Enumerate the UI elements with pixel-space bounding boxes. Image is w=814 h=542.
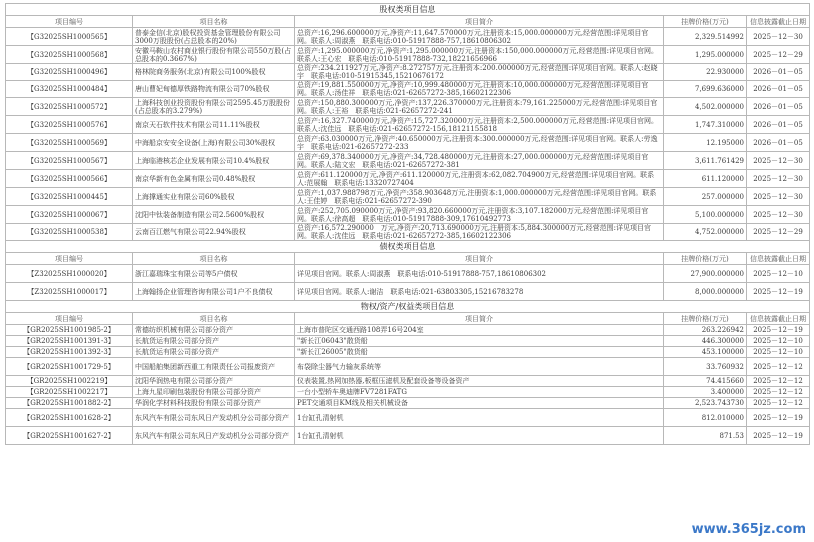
project-name-cell: 长航货运有限公司部分资产	[133, 347, 295, 358]
header-row	[6, 253, 810, 265]
deadline-date-cell: 2025－12－10	[747, 347, 810, 358]
column-header: 挂牌价格(万元)	[664, 313, 747, 325]
table-row	[6, 46, 810, 64]
project-intro-cell: PET交通项目KM线及相关机械设备	[295, 398, 664, 409]
deadline-date-cell: 2025－12－19	[747, 283, 810, 301]
site-watermark: www.365jz.com	[691, 522, 806, 537]
project-intro-cell: 详见项目官网。联系人:谢洁 联系电话:021-63803305,15216783278	[295, 283, 664, 301]
project-code-cell: 【G32025SH1000572】	[6, 98, 133, 116]
project-name-cell: 华润化学材料科技股份有限公司部分资产	[133, 398, 295, 409]
listing-price-cell: 12.195000	[664, 134, 747, 152]
project-code-cell: 【GR2025SH1001729-5】	[6, 358, 133, 376]
project-intro-cell: 总资产:252,705.090000万元,净资产:93,820.660000万元,注册资本:3,107.182000万元,经营范围:详见项目官网。联系人:徐高超 联系电话:010-51917888-309,17610492773	[295, 206, 664, 224]
header-row	[6, 313, 810, 325]
project-name-cell: 上海撑通实业有限公司60%股权	[133, 188, 295, 206]
deadline-date-cell: 2025－12－10	[747, 265, 810, 283]
table-row	[6, 265, 810, 283]
deadline-date-cell: 2025－12－30	[747, 170, 810, 188]
listing-price-cell: 871.53	[664, 427, 747, 445]
project-intro-cell: 总资产:16,296.600000万元,净资产:11,647.570000万元,注册资本:15,000.000000万元,经营范围:详见项目官网。联系人:周淑燕 联系电话:010-51917888-757,18610806302	[295, 28, 664, 46]
column-header: 项目简介	[295, 253, 664, 265]
deadline-date-cell: 2025－12－30	[747, 206, 810, 224]
table-row	[6, 427, 810, 445]
column-header: 项目编号	[6, 253, 133, 265]
column-header: 项目名称	[133, 313, 295, 325]
project-code-cell: 【G32025SH1000538】	[6, 224, 133, 241]
project-intro-cell: 总资产:19,881.550000万元,净资产:10,999.480000万元,注册资本:10,000.000000万元,经营范围:详见项目官网。联系人:汤佳祥 联系电话:021-62657272-385,16602122306	[295, 81, 664, 98]
project-name-cell: 安徽马鞍山农村商业银行股份有限公司550万股(占总股本的0.3667%)	[133, 46, 295, 64]
table-row	[6, 170, 810, 188]
table-row	[6, 347, 810, 358]
section-title-row	[6, 241, 810, 253]
project-code-cell: 【G32025SH1000445】	[6, 188, 133, 206]
project-intro-cell: 总资产:1,295.000000万元,净资产:1,295.000000万元,注册资本:150,000.000000万元,经营范围:详见项目官网。联系人:王心宏 联系电话:010-51917888-732,18221656966	[295, 46, 664, 64]
listing-price-cell: 263.226942	[664, 325, 747, 336]
section-title: 债权类项目信息	[6, 241, 810, 253]
project-intro-cell: 布袋除尘器气力输灰系统等	[295, 358, 664, 376]
project-code-cell: 【G32025SH1000565】	[6, 28, 133, 46]
project-code-cell: 【Z32025SH1000020】	[6, 265, 133, 283]
table-row	[6, 98, 810, 116]
table-row	[6, 358, 810, 376]
listing-table	[5, 3, 810, 445]
table-row	[6, 224, 810, 241]
project-code-cell: 【GR2025SH1001392-3】	[6, 347, 133, 358]
project-intro-cell: 总资产:16,572.290000 万元,净资产:20,713.690000万元,注册资本:5,884.300000万元,经营范围:详见项目官网。联系人:沈佳远 联系电话:021-62657272-385,16602122306	[295, 224, 664, 241]
listing-price-cell: 22.930000	[664, 64, 747, 81]
column-header: 项目名称	[133, 16, 295, 28]
project-name-cell: 上海翰扬企业管理咨询有限公司1户不良债权	[133, 283, 295, 301]
deadline-date-cell: 2025－12－12	[747, 398, 810, 409]
project-code-cell: 【G32025SH1000576】	[6, 116, 133, 134]
project-name-cell: 唐山曹妃甸德厚铁路物流有限公司70%股权	[133, 81, 295, 98]
listing-price-cell: 27,900.000000	[664, 265, 747, 283]
section-title-row	[6, 301, 810, 313]
project-name-cell: 格林院商务服务(北京)有限公司100%股权	[133, 64, 295, 81]
project-code-cell: 【G32025SH1000067】	[6, 206, 133, 224]
project-intro-cell: 总资产:16,327.740000万元,净资产:15,727.320000万元,注册资本:2,500.000000万元,经营范围:详见项目官网。联系人:沈佳远 联系电话:021-62657272-156,18121155818	[295, 116, 664, 134]
project-code-cell: 【Z32025SH1000017】	[6, 283, 133, 301]
table-row	[6, 387, 810, 398]
project-intro-cell: 1台缸孔清射机	[295, 409, 664, 427]
listing-price-cell: 4,752.000000	[664, 224, 747, 241]
listing-price-cell: 446.300000	[664, 336, 747, 347]
deadline-date-cell: 2025－12－29	[747, 46, 810, 64]
project-name-cell: 沈阳中钛装备制造有限公司2.5600%股权	[133, 206, 295, 224]
project-code-cell: 【G32025SH1000567】	[6, 152, 133, 170]
section-title: 物权/资产/权益类项目信息	[6, 301, 810, 313]
project-code-cell: 【G32025SH1000496】	[6, 64, 133, 81]
column-header: 挂牌价格(万元)	[664, 253, 747, 265]
listing-price-cell: 33.760932	[664, 358, 747, 376]
deadline-date-cell: 2025－12－19	[747, 409, 810, 427]
project-code-cell: 【G32025SH1000484】	[6, 81, 133, 98]
project-name-cell: 南京天石软件技术有限公司11.11%股权	[133, 116, 295, 134]
table-row	[6, 336, 810, 347]
column-header: 项目编号	[6, 313, 133, 325]
header-row	[6, 16, 810, 28]
project-name-cell: 东风汽车有限公司东风日产发动机分公司部分资产	[133, 409, 295, 427]
listing-price-cell: 257.000000	[664, 188, 747, 206]
table-row	[6, 28, 810, 46]
listing-price-cell: 74.415660	[664, 376, 747, 387]
listing-price-cell: 453.100000	[664, 347, 747, 358]
project-name-cell: 上海临港核芯企业发展有限公司10.4%股权	[133, 152, 295, 170]
project-name-cell: 东风汽车有限公司东风日产发动机分公司部分资产	[133, 427, 295, 445]
table-row	[6, 134, 810, 152]
project-code-cell: 【GR2025SH1002219】	[6, 376, 133, 387]
deadline-date-cell: 2026－01－05	[747, 64, 810, 81]
project-intro-cell: "新长江06043"散货船	[295, 336, 664, 347]
listing-price-cell: 611.120000	[664, 170, 747, 188]
table-row	[6, 376, 810, 387]
deadline-date-cell: 2026－01－05	[747, 98, 810, 116]
project-code-cell: 【GR2025SH1001391-3】	[6, 336, 133, 347]
column-header: 信息披露截止日期	[747, 253, 810, 265]
listing-price-cell: 1,747.310000	[664, 116, 747, 134]
deadline-date-cell: 2026－01－05	[747, 81, 810, 98]
project-code-cell: 【G32025SH1000566】	[6, 170, 133, 188]
project-name-cell: 长航货运有限公司部分资产	[133, 336, 295, 347]
table-row	[6, 325, 810, 336]
listing-price-cell: 8,000.000000	[664, 283, 747, 301]
project-intro-cell: 仪表装置,热网加热器,板框压滤机及配套设备等设备资产	[295, 376, 664, 387]
listing-price-cell: 7,699.636000	[664, 81, 747, 98]
column-header: 项目简介	[295, 313, 664, 325]
column-header: 项目简介	[295, 16, 664, 28]
table-row	[6, 188, 810, 206]
project-intro-cell: 1台缸孔清射机	[295, 427, 664, 445]
deadline-date-cell: 2026－01－05	[747, 134, 810, 152]
table-row	[6, 64, 810, 81]
table-row	[6, 283, 810, 301]
deadline-date-cell: 2025－12－19	[747, 325, 810, 336]
project-intro-cell: 总资产:63.030000万元,净资产:40.650000万元,注册资本:300.000000万元,经营范围:详见项目官网。联系人:劳逸宇 联系电话:021-62657272-233	[295, 134, 664, 152]
project-name-cell: 云南百江燃气有限公司22.94%股权	[133, 224, 295, 241]
project-code-cell: 【GR2025SH1001985-2】	[6, 325, 133, 336]
deadline-date-cell: 2025－12－10	[747, 336, 810, 347]
column-header: 信息披露截止日期	[747, 313, 810, 325]
listing-sheet	[5, 3, 809, 445]
listing-price-cell: 2,523.743730	[664, 398, 747, 409]
project-name-cell: 浙江嘉瑞珠宝有限公司等5户债权	[133, 265, 295, 283]
project-intro-cell: 详见项目官网。联系人:周淑燕 联系电话:010-51917888-757,18610806302	[295, 265, 664, 283]
listing-price-cell: 1,295.000000	[664, 46, 747, 64]
deadline-date-cell: 2025－12－30	[747, 28, 810, 46]
listing-price-cell: 3.400000	[664, 387, 747, 398]
listing-price-cell: 2,329.514992	[664, 28, 747, 46]
listing-price-cell: 4,502.000000	[664, 98, 747, 116]
project-name-cell: 中海船京安安全设备(上海)有限公司30%股权	[133, 134, 295, 152]
project-code-cell: 【G32025SH1000569】	[6, 134, 133, 152]
table-row	[6, 398, 810, 409]
column-header: 信息披露截止日期	[747, 16, 810, 28]
deadline-date-cell: 2025－12－29	[747, 224, 810, 241]
project-name-cell: 中国船舶集团新西重工有限责任公司报废资产	[133, 358, 295, 376]
table-row	[6, 409, 810, 427]
listing-price-cell: 5,100.000000	[664, 206, 747, 224]
table-row	[6, 206, 810, 224]
project-name-cell: 南京华新有色金属有限公司0.48%股权	[133, 170, 295, 188]
project-code-cell: 【GR2025SH1001882-2】	[6, 398, 133, 409]
project-name-cell: 上海九星印刷包装股份有限公司部分资产	[133, 387, 295, 398]
deadline-date-cell: 2025－12－19	[747, 427, 810, 445]
project-name-cell: 上海科技创业投资股份有限公司2595.45万股股份(占总股本的3.279%)	[133, 98, 295, 116]
project-intro-cell: 总资产:1,037.988798万元,净资产:358.903648万元,注册资本:1,000.000000万元,经营范围:详见项目官网。联系人:王佳婷 联系电话:021-62657272-390	[295, 188, 664, 206]
project-name-cell: 沈阳华润热电有限公司部分资产	[133, 376, 295, 387]
deadline-date-cell: 2025－12－30	[747, 188, 810, 206]
table-row	[6, 116, 810, 134]
column-header: 项目编号	[6, 16, 133, 28]
column-header: 挂牌价格(万元)	[664, 16, 747, 28]
project-intro-cell: 总资产:69,378.340000万元,净资产:34,728.480000万元,注册资本:27,000.000000万元,经营范围:详见项目官网。联系人:陆文宏 联系电话:021-62657272-381	[295, 152, 664, 170]
project-intro-cell: 上海市普陀区交通西路108弄16号204室	[295, 325, 664, 336]
table-row	[6, 81, 810, 98]
project-name-cell: 普泰金信(北京)股权投资基金管理股份有限公司3000万股股份(占总股本的20%)	[133, 28, 295, 46]
section-title: 股权类项目信息	[6, 4, 810, 16]
deadline-date-cell: 2025－12－12	[747, 376, 810, 387]
project-intro-cell: 总资产:234.211927万元,净资产:8.272757万元,注册资本:200.000000万元,经营范围:详见项目官网。联系人:赵晓宇 联系电话:010-51915345,15210676172	[295, 64, 664, 81]
project-intro-cell: "新长江26005"散货船	[295, 347, 664, 358]
project-intro-cell: 一台小型轿车奥迪牌FV7281FATG	[295, 387, 664, 398]
project-code-cell: 【GR2025SH1001628-2】	[6, 409, 133, 427]
project-code-cell: 【GR2025SH1001627-2】	[6, 427, 133, 445]
column-header: 项目名称	[133, 253, 295, 265]
deadline-date-cell: 2026－01－05	[747, 116, 810, 134]
listing-price-cell: 3,611.761429	[664, 152, 747, 170]
deadline-date-cell: 2025－12－30	[747, 152, 810, 170]
listing-price-cell: 812.010000	[664, 409, 747, 427]
table-row	[6, 152, 810, 170]
deadline-date-cell: 2025－12－12	[747, 358, 810, 376]
deadline-date-cell: 2025－12－12	[747, 387, 810, 398]
project-code-cell: 【GR2025SH1002217】	[6, 387, 133, 398]
section-title-row	[6, 4, 810, 16]
project-intro-cell: 总资产:150,880.300000万元,净资产:137,226.370000万元,注册资本:79,161.225000万元,经营范围:详见项目官网。联系人:王裕 联系电话:021-62657272-241	[295, 98, 664, 116]
project-name-cell: 常德纺织机械有限公司部分资产	[133, 325, 295, 336]
project-intro-cell: 总资产:611.120000万元,净资产:611.120000万元,注册资本:62,082.704900万元,经营范围:详见项目官网。联系人:范展翰 联系电话:13320727404	[295, 170, 664, 188]
project-code-cell: 【G32025SH1000568】	[6, 46, 133, 64]
